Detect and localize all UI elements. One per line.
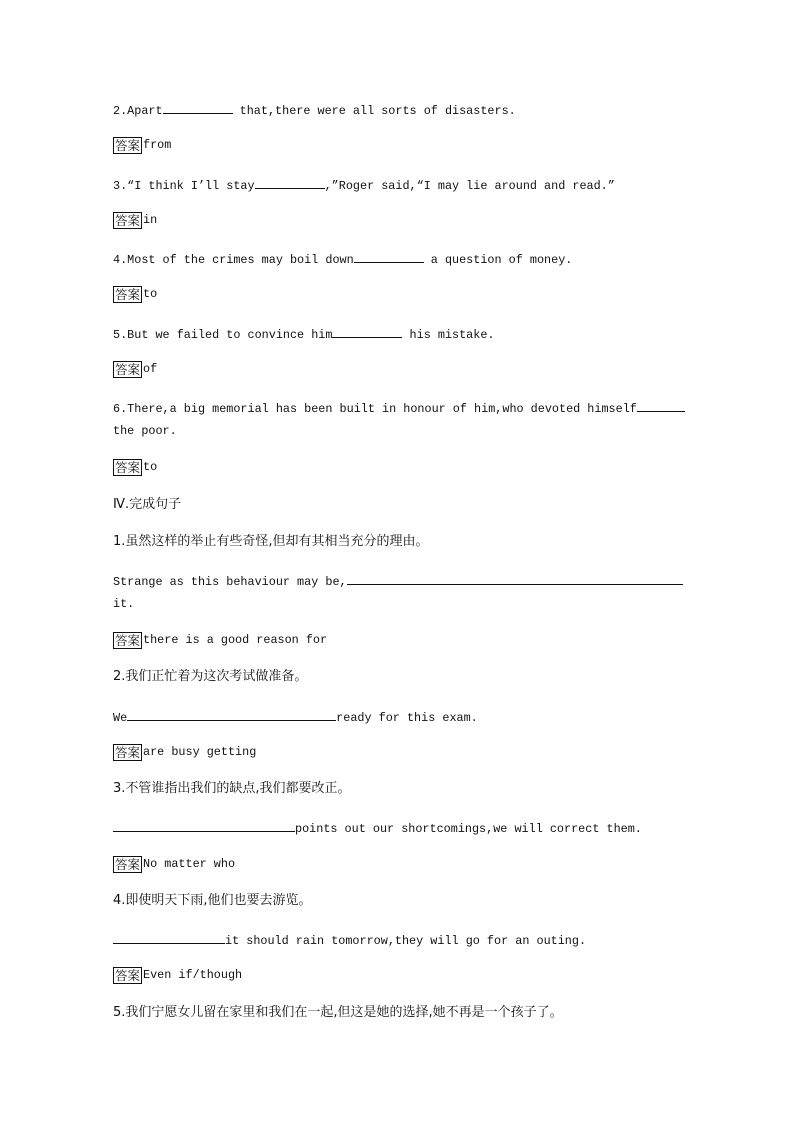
answer-label: 答案 (115, 212, 141, 228)
answer-label: 答案 (115, 361, 141, 377)
answer-text: from (143, 138, 172, 152)
blank (113, 819, 295, 832)
sentence-5-prompt: 5.我们宁愿女儿留在家里和我们在一起,但这是她的选择,她不再是一个孩子了。 (113, 1005, 563, 1020)
sentence-1-prompt: 1.虽然这样的举止有些奇怪,但却有其相当充分的理由。 (113, 534, 429, 549)
sentence-2-prompt: 2.我们正忙着为这次考试做准备。 (113, 669, 308, 684)
question-6-text: 6.There,a big memorial has been built in honour of him,who devoted himself (113, 402, 637, 416)
answer-text: in (143, 213, 158, 227)
answer-text: Even if/though (143, 968, 243, 982)
question-2-text-end: that,there were all sorts of disasters. (232, 104, 516, 118)
answer-text: there is a good reason for (143, 633, 328, 647)
answer-4 (113, 285, 157, 303)
question-6 (113, 399, 684, 417)
question-2-text: 2.Apart (113, 104, 163, 118)
answer-s3 (113, 855, 235, 873)
section-title: Ⅳ.完成句子 (113, 497, 182, 512)
answer-label: 答案 (115, 856, 141, 872)
question-4-text: 4.Most of the crimes may boil down (113, 253, 354, 267)
sentence-1-line2: it. (113, 597, 135, 611)
sentence-2 (113, 708, 684, 726)
answer-6 (113, 458, 157, 476)
sentence-2-text: We (113, 711, 128, 725)
question-3-text-end: ,”Roger said,“I may lie around and read.” (324, 179, 615, 193)
answer-s2 (113, 743, 256, 761)
answer-label: 答案 (115, 459, 141, 475)
sentence-1-text: Strange as this behaviour may be, (113, 575, 347, 589)
sentence-4-text: it should rain tomorrow,they will go for an outing. (225, 934, 587, 948)
sentence-3 (113, 819, 684, 837)
sentence-2-text-end: ready for this exam. (336, 711, 478, 725)
question-2 (113, 101, 684, 119)
question-3 (113, 176, 684, 194)
answer-label: 答案 (115, 137, 141, 153)
blank (354, 250, 424, 263)
blank (113, 931, 225, 944)
question-6-line2: the poor. (113, 424, 177, 438)
answer-2 (113, 136, 171, 154)
answer-label: 答案 (115, 744, 141, 760)
question-5-text-end: his mistake. (402, 328, 495, 342)
sentence-4-prompt: 4.即使明天下雨,他们也要去游览。 (113, 893, 312, 908)
blank (255, 176, 325, 189)
answer-text: to (143, 460, 158, 474)
blank (332, 325, 402, 338)
blank (347, 572, 683, 585)
question-5 (113, 325, 684, 343)
answer-s1 (113, 631, 327, 649)
answer-text: to (143, 287, 158, 301)
blank (163, 101, 233, 114)
answer-text: No matter who (143, 857, 236, 871)
question-3-text: 3.“I think I’ll stay (113, 179, 255, 193)
sentence-3-prompt: 3.不管谁指出我们的缺点,我们都要改正。 (113, 781, 351, 796)
blank (637, 399, 685, 412)
answer-3 (113, 211, 157, 229)
answer-text: are busy getting (143, 745, 257, 759)
answer-label: 答案 (115, 632, 141, 648)
sentence-1 (113, 572, 684, 590)
answer-s4 (113, 966, 242, 984)
question-4 (113, 250, 684, 268)
answer-5 (113, 360, 157, 378)
answer-label: 答案 (115, 286, 141, 302)
answer-label: 答案 (115, 967, 141, 983)
sentence-3-text: points out our shortcomings,we will correct them. (295, 822, 642, 836)
sentence-4 (113, 931, 684, 949)
blank (127, 708, 336, 721)
question-5-text: 5.But we failed to convince him (113, 328, 333, 342)
question-4-text-end: a question of money. (423, 253, 573, 267)
answer-text: of (143, 362, 158, 376)
